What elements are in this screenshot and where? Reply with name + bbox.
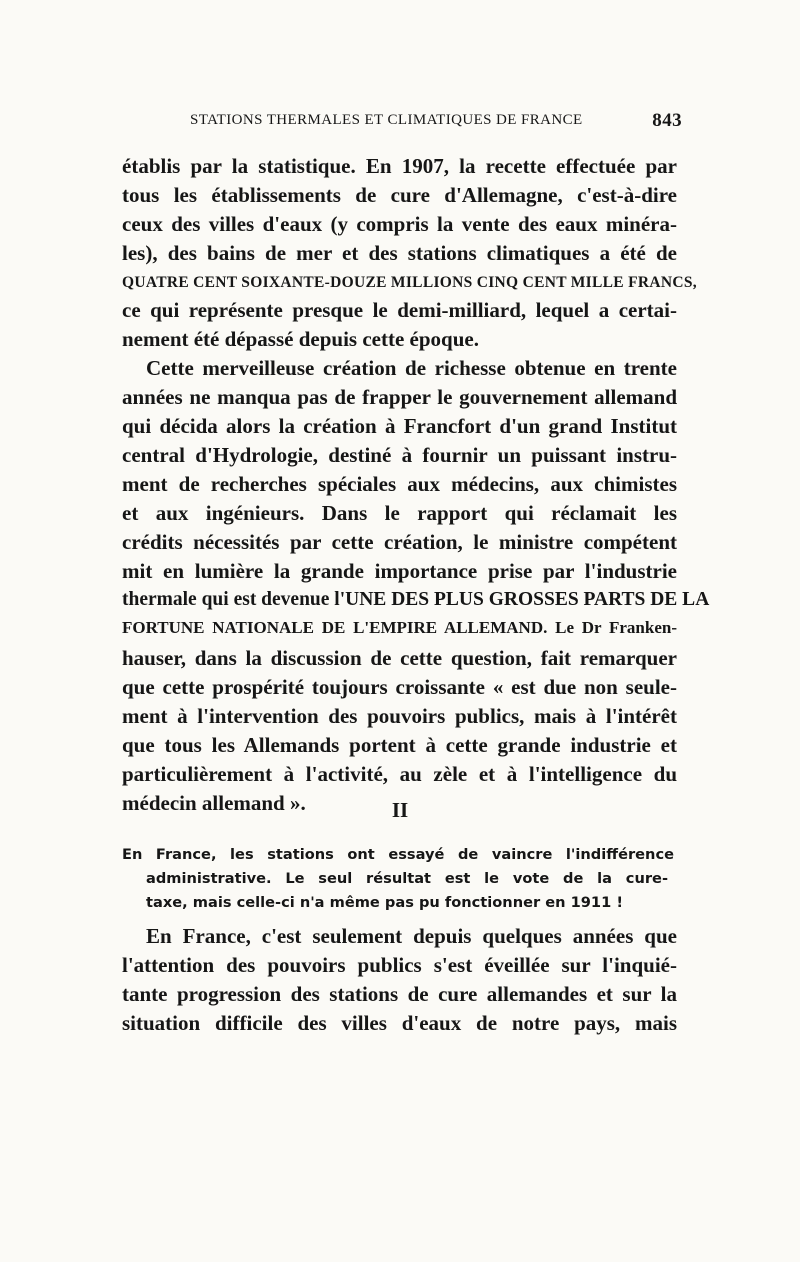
- running-title: STATIONS THERMALES ET CLIMATIQUES DE FRANCE: [190, 112, 583, 128]
- text-line: que tous les Allemands portent à cette grande industrie et: [122, 733, 677, 757]
- text-line: nement été dépassé depuis cette époque.: [122, 327, 479, 351]
- text-line: ceux des villes d'eaux (y compris la vente des eaux minéra-: [122, 212, 677, 236]
- text-line: établis par la statistique. En 1907, la recette effectuée par: [122, 154, 677, 178]
- text-line: thermale qui est devenue l'UNE DES PLUS GROSSES PARTS DE LA: [122, 589, 710, 610]
- section-summary-line: En France, les stations ont essayé de vaincre l'indifférence: [122, 846, 674, 863]
- text-line: les), des bains de mer et des stations climatiques a été de: [122, 241, 677, 265]
- text-line: tante progression des stations de cure allemandes et sur la: [122, 982, 677, 1006]
- text-line: ment à l'intervention des pouvoirs publics, mais à l'intérêt: [122, 704, 677, 728]
- text-line: tous les établissements de cure d'Allemagne, c'est-à-dire: [122, 183, 677, 207]
- paragraph-first-line: En France, c'est seulement depuis quelques années que: [146, 924, 677, 948]
- text-line: années ne manqua pas de frapper le gouvernement allemand: [122, 385, 677, 409]
- text-line: et aux ingénieurs. Dans le rapport qui réclamait les: [122, 501, 677, 525]
- text-line: médecin allemand ».: [122, 791, 306, 815]
- text-line: situation difficile des villes d'eaux de notre pays, mais: [122, 1011, 677, 1035]
- text-line: l'attention des pouvoirs publics s'est éveillée sur l'inquié-: [122, 953, 677, 977]
- text-line: que cette prospérité toujours croissante « est due non seule-: [122, 675, 677, 699]
- text-line: crédits nécessités par cette création, le ministre compétent: [122, 530, 677, 554]
- text-line: central d'Hydrologie, destiné à fournir un puissant instru-: [122, 443, 677, 467]
- text-line: hauser, dans la discussion de cette question, fait remarquer: [122, 646, 677, 670]
- text-line-small-caps: QUATRE CENT SOIXANTE-DOUZE MILLIONS CINQ CENT MILLE FRANCS,: [122, 274, 697, 291]
- text-line: FORTUNE NATIONALE DE L'EMPIRE ALLEMAND. Le Dr Franken-: [122, 618, 677, 637]
- paragraph-first-line: Cette merveilleuse création de richesse obtenue en trente: [146, 356, 677, 380]
- section-summary-line: taxe, mais celle-ci n'a même pas pu fonctionner en 1911 !: [146, 894, 623, 911]
- page-number: 843: [652, 110, 682, 131]
- text-line: particulièrement à l'activité, au zèle et à l'intelligence du: [122, 762, 677, 786]
- section-summary-line: administrative. Le seul résultat est le vote de la cure-: [146, 870, 668, 887]
- text-line: ment de recherches spéciales aux médecins, aux chimistes: [122, 472, 677, 496]
- text-line: qui décida alors la création à Francfort d'un grand Institut: [122, 414, 677, 438]
- text-line: ce qui représente presque le demi-milliard, lequel a certai-: [122, 298, 677, 322]
- section-number: II: [391, 798, 409, 822]
- text-line: mit en lumière la grande importance prise par l'industrie: [122, 559, 677, 583]
